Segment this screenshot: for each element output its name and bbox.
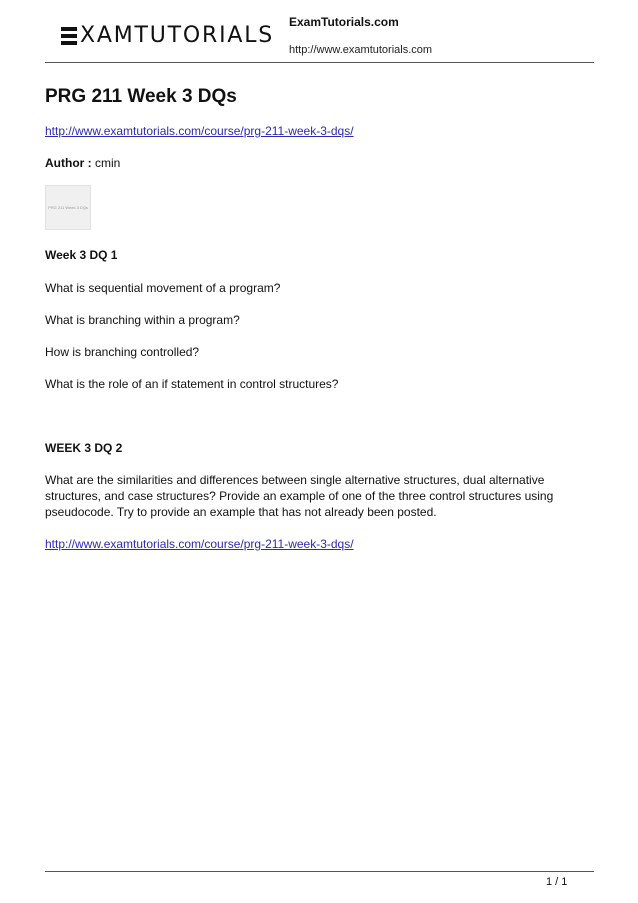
site-url: http://www.examtutorials.com [289,44,433,56]
page-title: PRG 211 Week 3 DQs [45,86,237,107]
question-item: What is sequential movement of a program? [45,281,281,295]
site-logo[interactable] [61,25,274,47]
footer-divider [45,871,594,872]
thumbnail-caption: PRG 211 Week 3 DQs [48,205,88,210]
author-line [45,156,120,170]
author-name: cmin [95,156,121,170]
page-header [0,0,638,62]
page-number: 1 / 1 [546,876,568,888]
thumbnail-image [45,185,91,230]
question-item: How is branching controlled? [45,345,200,359]
section-heading: WEEK 3 DQ 2 [45,441,123,455]
header-divider [45,62,594,63]
question-item: What is branching within a program? [45,313,240,327]
question-item: What is the role of an if statement in control structures? [45,377,339,391]
logo-text: XAMTUTORIALS [80,23,275,48]
footer-course-link[interactable]: http://www.examtutorials.com/course/prg-211-week-3-dqs/ [45,537,354,551]
course-link[interactable]: http://www.examtutorials.com/course/prg-211-week-3-dqs/ [45,124,354,138]
section-heading: Week 3 DQ 1 [45,248,118,262]
author-label: Author : [45,156,92,170]
site-name: ExamTutorials.com [289,15,399,29]
logo-e-icon [61,27,77,45]
section-paragraph: What are the similarities and differences between single alternative structures, dual alternative structures, and case structures? Provide an example of one of the three control structures using pseudocode. Try to provide an example that has not already been posted. [45,473,554,519]
